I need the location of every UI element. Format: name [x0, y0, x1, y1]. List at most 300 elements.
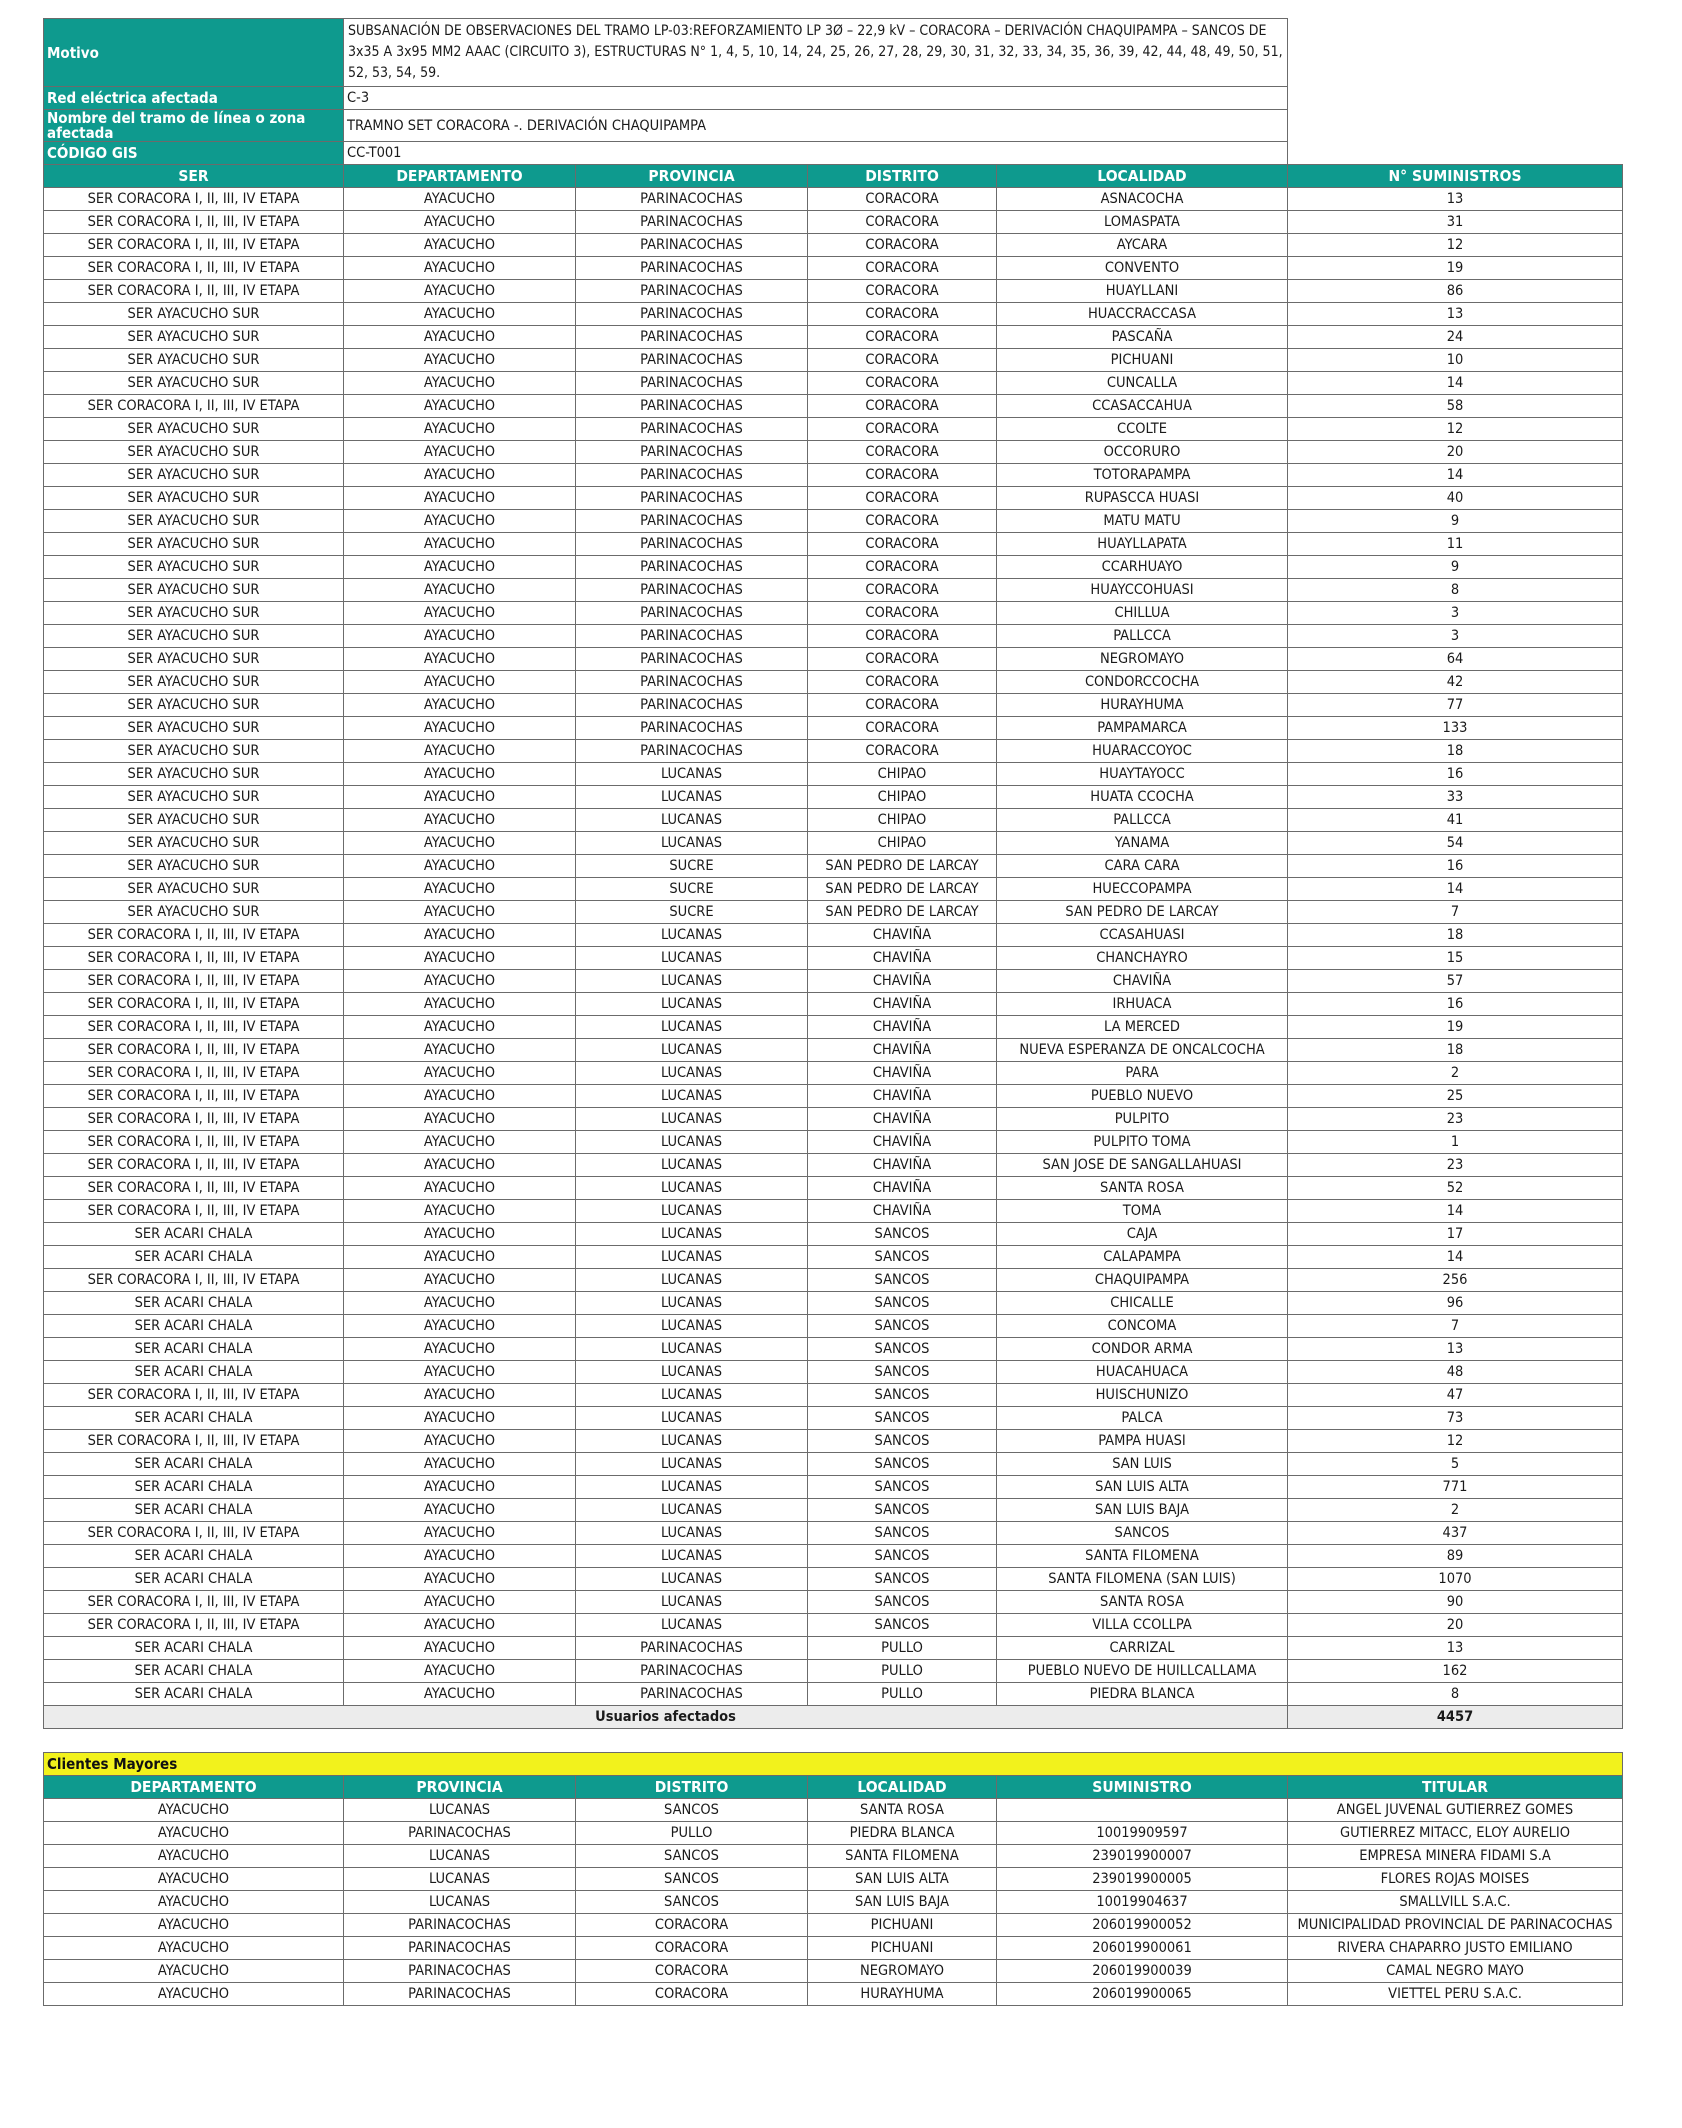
table-cell: SER ACARI CHALA: [44, 1637, 344, 1660]
table-cell: HUARACCOYOC: [997, 740, 1288, 763]
table-cell: SER CORACORA I, II, III, IV ETAPA: [44, 257, 344, 280]
table-cell: CHANCHAYRO: [997, 947, 1288, 970]
table-row: [44, 1269, 1623, 1292]
table-cell: CORACORA: [808, 533, 997, 556]
table-cell: CUNCALLA: [997, 372, 1288, 395]
affected-users-table: [43, 18, 1623, 1729]
table-cell: PASCAÑA: [997, 326, 1288, 349]
table-row: [44, 234, 1623, 257]
table-cell: OCCORURO: [997, 441, 1288, 464]
table-cell: 23: [1288, 1154, 1623, 1177]
table-cell: AYACUCHO: [344, 947, 576, 970]
table-cell: AYACUCHO: [344, 970, 576, 993]
table-cell: SER AYACUCHO SUR: [44, 648, 344, 671]
table-cell: CHAVIÑA: [808, 1085, 997, 1108]
table-cell: 10019904637: [997, 1891, 1288, 1914]
table-cell: CHAVIÑA: [808, 1154, 997, 1177]
table-row: [44, 257, 1623, 280]
table-cell: PARINACOCHAS: [576, 717, 808, 740]
table-row: [44, 326, 1623, 349]
table-cell: SANCOS: [808, 1568, 997, 1591]
table-cell: AYACUCHO: [344, 441, 576, 464]
table-cell: SER AYACUCHO SUR: [44, 740, 344, 763]
table-cell: 47: [1288, 1384, 1623, 1407]
table-cell: SUCRE: [576, 901, 808, 924]
table-cell: AYACUCHO: [344, 993, 576, 1016]
table-cell: SER AYACUCHO SUR: [44, 441, 344, 464]
table-cell: SANCOS: [808, 1453, 997, 1476]
table-cell: PARINACOCHAS: [576, 326, 808, 349]
table-cell: 3: [1288, 625, 1623, 648]
table-cell: CHAVIÑA: [808, 1177, 997, 1200]
table-row: [44, 1545, 1623, 1568]
total-label: Usuarios afectados: [44, 1706, 1288, 1729]
table-cell: VIETTEL PERU S.A.C.: [1288, 1983, 1623, 2006]
table-cell: LUCANAS: [576, 1200, 808, 1223]
table-row: [44, 441, 1623, 464]
table-cell: SANCOS: [808, 1384, 997, 1407]
table-row: [44, 970, 1623, 993]
table-cell: AYACUCHO: [44, 1983, 344, 2006]
table-cell: LUCANAS: [576, 1292, 808, 1315]
table-row: [44, 188, 1623, 211]
table-cell: SAN PEDRO DE LARCAY: [997, 901, 1288, 924]
table-cell: CHIPAO: [808, 763, 997, 786]
table-cell: AYACUCHO: [344, 349, 576, 372]
table-cell: 8: [1288, 1683, 1623, 1706]
table-cell: AYACUCHO: [344, 602, 576, 625]
table-cell: RIVERA CHAPARRO JUSTO EMILIANO: [1288, 1937, 1623, 1960]
table-cell: SANCOS: [576, 1845, 808, 1868]
table-cell: AYACUCHO: [344, 671, 576, 694]
table-cell: LUCANAS: [576, 1361, 808, 1384]
table-cell: SANCOS: [808, 1591, 997, 1614]
table-row: [44, 1983, 1623, 2006]
table-cell: 33: [1288, 786, 1623, 809]
blank-cell: [1288, 110, 1623, 142]
table-cell: CORACORA: [808, 602, 997, 625]
table-cell: LUCANAS: [576, 1154, 808, 1177]
table-cell: SMALLVILL S.A.C.: [1288, 1891, 1623, 1914]
table-cell: CARRIZAL: [997, 1637, 1288, 1660]
table-row: [44, 395, 1623, 418]
column-header: SUMINISTRO: [997, 1776, 1288, 1799]
table-cell: LUCANAS: [576, 1384, 808, 1407]
table-cell: LUCANAS: [344, 1799, 576, 1822]
table-cell: LUCANAS: [576, 1223, 808, 1246]
table-cell: LUCANAS: [344, 1868, 576, 1891]
table-cell: AYACUCHO: [344, 717, 576, 740]
table-cell: CORACORA: [576, 1937, 808, 1960]
table-cell: CORACORA: [808, 694, 997, 717]
table-cell: AYACUCHO: [344, 1292, 576, 1315]
table-cell: CORACORA: [808, 625, 997, 648]
table-cell: PARINACOCHAS: [576, 533, 808, 556]
total-value: 4457: [1288, 1706, 1623, 1729]
table-cell: SANCOS: [997, 1522, 1288, 1545]
table-cell: CORACORA: [808, 303, 997, 326]
table-row: [44, 648, 1623, 671]
table-cell: AYACUCHO: [344, 1062, 576, 1085]
table-row: [44, 556, 1623, 579]
table-cell: AYACUCHO: [344, 1637, 576, 1660]
table-cell: PARINACOCHAS: [576, 487, 808, 510]
info-label: Motivo: [44, 19, 344, 87]
table-cell: 13: [1288, 303, 1623, 326]
info-value: TRAMNO SET CORACORA -. DERIVACIÓN CHAQUIPAMPA: [344, 110, 1288, 142]
table-cell: CORACORA: [808, 418, 997, 441]
table-cell: CHAVIÑA: [808, 924, 997, 947]
table-row: [44, 510, 1623, 533]
table-row: [44, 832, 1623, 855]
table-cell: SER ACARI CHALA: [44, 1292, 344, 1315]
table-cell: SER AYACUCHO SUR: [44, 602, 344, 625]
table-cell: HUAYLLAPATA: [997, 533, 1288, 556]
table-cell: PARINACOCHAS: [576, 372, 808, 395]
table-cell: 771: [1288, 1476, 1623, 1499]
table-cell: SER ACARI CHALA: [44, 1223, 344, 1246]
table-cell: CORACORA: [808, 188, 997, 211]
table-cell: CAMAL NEGRO MAYO: [1288, 1960, 1623, 1983]
table-cell: 10019909597: [997, 1822, 1288, 1845]
table-cell: HURAYHUMA: [808, 1983, 997, 2006]
table-row: [44, 1614, 1623, 1637]
table-cell: YANAMA: [997, 832, 1288, 855]
table-cell: SANTA FILOMENA: [997, 1545, 1288, 1568]
table-cell: CHAVIÑA: [808, 1108, 997, 1131]
table-cell: AYACUCHO: [344, 372, 576, 395]
table-cell: SER AYACUCHO SUR: [44, 786, 344, 809]
table-cell: 96: [1288, 1292, 1623, 1315]
table-row: [44, 1914, 1623, 1937]
info-label: CÓDIGO GIS: [44, 142, 344, 165]
table-cell: PARINACOCHAS: [576, 1637, 808, 1660]
table-cell: EMPRESA MINERA FIDAMI S.A: [1288, 1845, 1623, 1868]
table-cell: MUNICIPALIDAD PROVINCIAL DE PARINACOCHAS: [1288, 1914, 1623, 1937]
table-cell: SER CORACORA I, II, III, IV ETAPA: [44, 970, 344, 993]
table-cell: SER CORACORA I, II, III, IV ETAPA: [44, 1039, 344, 1062]
table-cell: CONCOMA: [997, 1315, 1288, 1338]
table-cell: CHAVIÑA: [808, 947, 997, 970]
table-cell: SER CORACORA I, II, III, IV ETAPA: [44, 1131, 344, 1154]
table-cell: SER AYACUCHO SUR: [44, 763, 344, 786]
table-cell: SANTA FILOMENA: [808, 1845, 997, 1868]
table-cell: AYACUCHO: [44, 1822, 344, 1845]
table-cell: SER ACARI CHALA: [44, 1545, 344, 1568]
table-cell: PARINACOCHAS: [576, 740, 808, 763]
table-cell: AYACUCHO: [44, 1937, 344, 1960]
table-cell: CHAVIÑA: [808, 1200, 997, 1223]
column-header: LOCALIDAD: [997, 165, 1288, 188]
table-cell: 86: [1288, 280, 1623, 303]
table-cell: HUACAHUACA: [997, 1361, 1288, 1384]
table-cell: SANTA ROSA: [997, 1591, 1288, 1614]
table-cell: AYACUCHO: [44, 1868, 344, 1891]
table-cell: LUCANAS: [576, 786, 808, 809]
table-row: [44, 1361, 1623, 1384]
table-cell: CARA CARA: [997, 855, 1288, 878]
table-cell: 90: [1288, 1591, 1623, 1614]
table-cell: 13: [1288, 1338, 1623, 1361]
table-row: [44, 1154, 1623, 1177]
table-cell: LUCANAS: [576, 947, 808, 970]
table-cell: SANCOS: [808, 1223, 997, 1246]
table-cell: SANCOS: [576, 1891, 808, 1914]
table-cell: AYACUCHO: [344, 1177, 576, 1200]
table-cell: PARINACOCHAS: [576, 418, 808, 441]
table-cell: SER AYACUCHO SUR: [44, 878, 344, 901]
table-cell: AYACUCHO: [344, 855, 576, 878]
table-cell: PULLO: [808, 1683, 997, 1706]
table-cell: SAN JOSE DE SANGALLAHUASI: [997, 1154, 1288, 1177]
table-cell: SER AYACUCHO SUR: [44, 464, 344, 487]
table-cell: CORACORA: [808, 648, 997, 671]
table-cell: PARINACOCHAS: [576, 1683, 808, 1706]
table-cell: PARINACOCHAS: [576, 257, 808, 280]
table-row: [44, 1062, 1623, 1085]
table-row: [44, 993, 1623, 1016]
table-cell: AYACUCHO: [344, 257, 576, 280]
table-cell: SER CORACORA I, II, III, IV ETAPA: [44, 1614, 344, 1637]
table-row: [44, 1660, 1623, 1683]
table-cell: CCARHUAYO: [997, 556, 1288, 579]
table-cell: 1: [1288, 1131, 1623, 1154]
table-cell: SANTA ROSA: [808, 1799, 997, 1822]
table-cell: [997, 1799, 1288, 1822]
table-cell: PARINACOCHAS: [576, 602, 808, 625]
table-cell: 437: [1288, 1522, 1623, 1545]
table-row: [44, 717, 1623, 740]
table-cell: PARINACOCHAS: [576, 234, 808, 257]
table-row: [44, 671, 1623, 694]
table-cell: PIEDRA BLANCA: [808, 1822, 997, 1845]
table-cell: SER CORACORA I, II, III, IV ETAPA: [44, 1154, 344, 1177]
table-cell: 14: [1288, 1200, 1623, 1223]
info-label: Nombre del tramo de línea o zona afectada: [44, 110, 344, 142]
table-cell: TOTORAPAMPA: [997, 464, 1288, 487]
table-cell: LUCANAS: [576, 993, 808, 1016]
column-header: DISTRITO: [808, 165, 997, 188]
table-cell: CHAVIÑA: [808, 1039, 997, 1062]
table-row: [44, 211, 1623, 234]
table-cell: CALAPAMPA: [997, 1246, 1288, 1269]
table-row: [44, 1960, 1623, 1983]
table-cell: 12: [1288, 418, 1623, 441]
table-cell: AYACUCHO: [344, 740, 576, 763]
table-cell: 206019900065: [997, 1983, 1288, 2006]
table-cell: HUACCRACCASA: [997, 303, 1288, 326]
table-cell: CORACORA: [576, 1983, 808, 2006]
table-cell: LUCANAS: [576, 1085, 808, 1108]
table-cell: 77: [1288, 694, 1623, 717]
table-cell: AYACUCHO: [344, 188, 576, 211]
table-cell: SER CORACORA I, II, III, IV ETAPA: [44, 1177, 344, 1200]
table-cell: 7: [1288, 1315, 1623, 1338]
table-cell: SER CORACORA I, II, III, IV ETAPA: [44, 211, 344, 234]
table-cell: 20: [1288, 1614, 1623, 1637]
table-cell: LUCANAS: [576, 1016, 808, 1039]
table-cell: CORACORA: [808, 510, 997, 533]
table-cell: PARINACOCHAS: [344, 1937, 576, 1960]
table-cell: SANCOS: [576, 1868, 808, 1891]
table-cell: SER CORACORA I, II, III, IV ETAPA: [44, 947, 344, 970]
table-cell: AYACUCHO: [344, 1016, 576, 1039]
table-cell: SER AYACUCHO SUR: [44, 326, 344, 349]
table-cell: AYACUCHO: [344, 1361, 576, 1384]
table-cell: LUCANAS: [576, 1108, 808, 1131]
table-cell: PULLO: [808, 1637, 997, 1660]
table-cell: HUAYTAYOCC: [997, 763, 1288, 786]
table-cell: ANGEL JUVENAL GUTIERREZ GOMES: [1288, 1799, 1623, 1822]
table-row: [44, 418, 1623, 441]
table-cell: AYACUCHO: [344, 1384, 576, 1407]
column-header: N° SUMINISTROS: [1288, 165, 1623, 188]
table-cell: SER CORACORA I, II, III, IV ETAPA: [44, 1430, 344, 1453]
table-cell: SER ACARI CHALA: [44, 1568, 344, 1591]
table-row: [44, 1177, 1623, 1200]
table-cell: SUCRE: [576, 878, 808, 901]
table-cell: IRHUACA: [997, 993, 1288, 1016]
table-cell: 40: [1288, 487, 1623, 510]
table-cell: AYACUCHO: [344, 648, 576, 671]
table-cell: SER CORACORA I, II, III, IV ETAPA: [44, 924, 344, 947]
table-cell: 41: [1288, 809, 1623, 832]
table-cell: CORACORA: [808, 717, 997, 740]
table-cell: LUCANAS: [576, 809, 808, 832]
table-cell: AYACUCHO: [344, 1568, 576, 1591]
table-cell: AYACUCHO: [344, 280, 576, 303]
table-cell: 48: [1288, 1361, 1623, 1384]
table-cell: PICHUANI: [997, 349, 1288, 372]
table-cell: SANCOS: [808, 1476, 997, 1499]
table-cell: PULLO: [808, 1660, 997, 1683]
table-cell: LUCANAS: [576, 1039, 808, 1062]
table-cell: AYACUCHO: [344, 579, 576, 602]
table-cell: LUCANAS: [576, 924, 808, 947]
info-value: C-3: [344, 87, 1288, 110]
table-cell: LUCANAS: [576, 1062, 808, 1085]
table-cell: CORACORA: [576, 1960, 808, 1983]
table-cell: SER ACARI CHALA: [44, 1407, 344, 1430]
table-cell: SAN LUIS: [997, 1453, 1288, 1476]
table-cell: AYACUCHO: [344, 1315, 576, 1338]
table-cell: SER ACARI CHALA: [44, 1660, 344, 1683]
table-cell: 89: [1288, 1545, 1623, 1568]
table-cell: CORACORA: [576, 1914, 808, 1937]
table-cell: LA MERCED: [997, 1016, 1288, 1039]
info-value: SUBSANACIÓN DE OBSERVACIONES DEL TRAMO LP-03:REFORZAMIENTO LP 3Ø – 22,9 kV – CORACORA – DERIVACIÓN CHAQUIPAMPA – SANCOS DE 3x35 A 3x95 MM2 AAAC (CIRCUITO 3), ESTRUCTURAS N° 1, 4, 5, 10, 14, 24, 25, 26, 27, 28, 29, 30, 31, 32, 33, 34, 35, 36, 39, 42, 44, 48, 49, 50, 51, 52, 53, 54, 59.: [344, 19, 1288, 87]
table-row: [44, 1683, 1623, 1706]
table-cell: SER AYACUCHO SUR: [44, 901, 344, 924]
table-cell: AYACUCHO: [344, 1154, 576, 1177]
table-cell: SUCRE: [576, 855, 808, 878]
table-cell: SER AYACUCHO SUR: [44, 372, 344, 395]
table-cell: FLORES ROJAS MOISES: [1288, 1868, 1623, 1891]
table-cell: HURAYHUMA: [997, 694, 1288, 717]
table-cell: CORACORA: [808, 326, 997, 349]
table-cell: SER ACARI CHALA: [44, 1338, 344, 1361]
table-cell: SANCOS: [808, 1315, 997, 1338]
table-cell: SANCOS: [808, 1499, 997, 1522]
table-cell: SER ACARI CHALA: [44, 1315, 344, 1338]
table-row: [44, 579, 1623, 602]
table-cell: CONVENTO: [997, 257, 1288, 280]
table-cell: LUCANAS: [576, 1430, 808, 1453]
table-cell: 24: [1288, 326, 1623, 349]
table-cell: CORACORA: [808, 280, 997, 303]
table-row: [44, 1822, 1623, 1845]
table-cell: SER ACARI CHALA: [44, 1361, 344, 1384]
table-row: [44, 1637, 1623, 1660]
table-row: [44, 947, 1623, 970]
table-cell: CORACORA: [808, 579, 997, 602]
info-row: [44, 87, 1623, 110]
blank-cell: [1288, 19, 1623, 87]
table-cell: AYACUCHO: [344, 1338, 576, 1361]
table-cell: AYACUCHO: [344, 1223, 576, 1246]
table-cell: AYACUCHO: [344, 556, 576, 579]
table-row: [44, 740, 1623, 763]
table-cell: PUEBLO NUEVO DE HUILLCALLAMA: [997, 1660, 1288, 1683]
table-row: [44, 855, 1623, 878]
table-cell: 12: [1288, 1430, 1623, 1453]
table-row: [44, 1476, 1623, 1499]
info-row: [44, 110, 1623, 142]
table-cell: SER AYACUCHO SUR: [44, 671, 344, 694]
table-cell: SAN PEDRO DE LARCAY: [808, 878, 997, 901]
table-cell: CHAVIÑA: [808, 1131, 997, 1154]
table-cell: SER CORACORA I, II, III, IV ETAPA: [44, 1108, 344, 1131]
table-cell: AYACUCHO: [344, 464, 576, 487]
table-cell: LUCANAS: [576, 970, 808, 993]
table-cell: 239019900005: [997, 1868, 1288, 1891]
table-cell: LUCANAS: [576, 1453, 808, 1476]
table-cell: CORACORA: [808, 740, 997, 763]
table-cell: AYCARA: [997, 234, 1288, 257]
table-row: [44, 1016, 1623, 1039]
table-cell: SER AYACUCHO SUR: [44, 349, 344, 372]
table-cell: AYACUCHO: [344, 1476, 576, 1499]
column-header: SER: [44, 165, 344, 188]
table-cell: SAN LUIS BAJA: [997, 1499, 1288, 1522]
table-cell: 20: [1288, 441, 1623, 464]
table-cell: 57: [1288, 970, 1623, 993]
table-cell: 3: [1288, 602, 1623, 625]
table-cell: SER CORACORA I, II, III, IV ETAPA: [44, 395, 344, 418]
table-cell: SANCOS: [808, 1269, 997, 1292]
table-cell: SER AYACUCHO SUR: [44, 694, 344, 717]
table-cell: 16: [1288, 763, 1623, 786]
table-cell: LUCANAS: [576, 1568, 808, 1591]
table-row: [44, 280, 1623, 303]
table-row: [44, 1384, 1623, 1407]
clientes-mayores-table: [43, 1752, 1623, 2006]
table-cell: 9: [1288, 510, 1623, 533]
table-cell: 14: [1288, 464, 1623, 487]
info-row: [44, 142, 1623, 165]
table-row: [44, 372, 1623, 395]
table-cell: PARINACOCHAS: [576, 556, 808, 579]
table-cell: SER AYACUCHO SUR: [44, 418, 344, 441]
table-row: [44, 1499, 1623, 1522]
table-cell: PARINACOCHAS: [344, 1914, 576, 1937]
table-cell: 42: [1288, 671, 1623, 694]
column-header: DEPARTAMENTO: [344, 165, 576, 188]
table-row: [44, 1522, 1623, 1545]
table-row: [44, 1085, 1623, 1108]
table-cell: AYACUCHO: [344, 1430, 576, 1453]
table-cell: CORACORA: [808, 211, 997, 234]
